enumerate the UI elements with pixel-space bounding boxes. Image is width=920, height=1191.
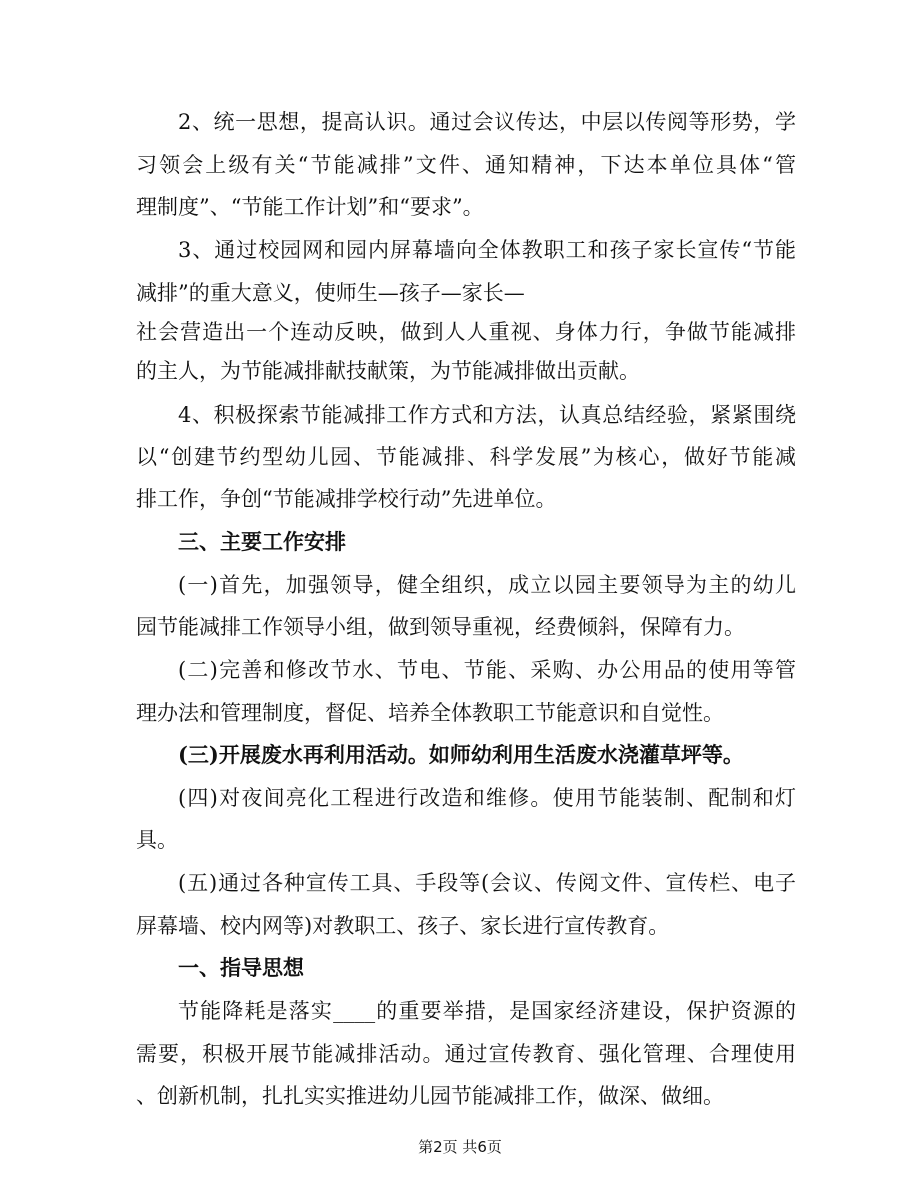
paragraph-4-line-2: 以“创建节约型幼儿园、节能减排、科学发展”为核心，做好节能减 <box>136 445 796 469</box>
section-heading-work-arrangement: 三、主要工作安排 <box>178 529 346 554</box>
guiding-paragraph-line-2: 需要，积极开展节能减排活动。通过宣传教育、强化管理、合理使用 <box>136 1042 796 1066</box>
paragraph-2-line-2: 习领会上级有关“节能减排”文件、通知精神，下达本单位具体“管 <box>136 153 796 177</box>
item-4-line-2: 具。 <box>136 828 178 852</box>
paragraph-4-line-3: 排工作，争创“节能减排学校行动”先进单位。 <box>136 487 557 511</box>
paragraph-3-line-4: 的主人，为节能减排献技献策，为节能减排做出贡献。 <box>136 359 640 383</box>
guiding-paragraph-line-1: 节能降耗是落实____的重要举措，是国家经济建设，保护资源的 <box>178 999 796 1023</box>
item-2-line-1: (二)完善和修改节水、节电、节能、采购、办公用品的使用等管 <box>178 658 796 682</box>
paragraph-3-line-1: 3、通过校园网和园内屏幕墙向全体教职工和孩子家长宣传“节能 <box>178 238 796 262</box>
item-3-line-1: (三)开展废水再利用活动。如师幼利用生活废水浇灌草坪等。 <box>178 742 744 767</box>
guiding-paragraph-line-3: 、创新机制，扎扎实实推进幼儿园节能减排工作，做深、做细。 <box>136 1084 724 1108</box>
paragraph-2-line-1: 2、统一思想，提高认识。通过会议传达，中层以传阅等形势，学 <box>178 110 796 134</box>
item-2-line-2: 理办法和管理制度，督促、培养全体教职工节能意识和自觉性。 <box>136 701 724 725</box>
item-5-line-1: (五)通过各种宣传工具、手段等(会议、传阅文件、宣传栏、电子 <box>178 871 796 895</box>
section-heading-guiding-thought: 一、指导思想 <box>178 955 304 980</box>
paragraph-4-line-1: 4、积极探索节能减排工作方式和方法，认真总结经验，紧紧围绕 <box>178 403 796 427</box>
item-1-line-1: (一)首先，加强领导，健全组织，成立以园主要领导为主的幼儿 <box>178 573 796 597</box>
paragraph-3-line-3: 社会营造出一个连动反映，做到人人重视、身体力行，争做节能减排 <box>136 320 796 344</box>
paragraph-2-line-3: 理制度”、“节能工作计划”和“要求”。 <box>136 195 484 219</box>
paragraph-3-line-2: 减排”的重大意义，使师生—孩子—家长— <box>136 281 525 305</box>
item-5-line-2: 屏幕墙、校内网等)对教职工、孩子、家长进行宣传教育。 <box>136 914 670 938</box>
item-1-line-2: 园节能减排工作领导小组，做到领导重视，经费倾斜，保障有力。 <box>136 615 745 639</box>
page-number-footer: 第2页 共6页 <box>418 1138 502 1156</box>
item-4-line-1: (四)对夜间亮化工程进行改造和维修。使用节能装制、配制和灯 <box>178 786 796 810</box>
